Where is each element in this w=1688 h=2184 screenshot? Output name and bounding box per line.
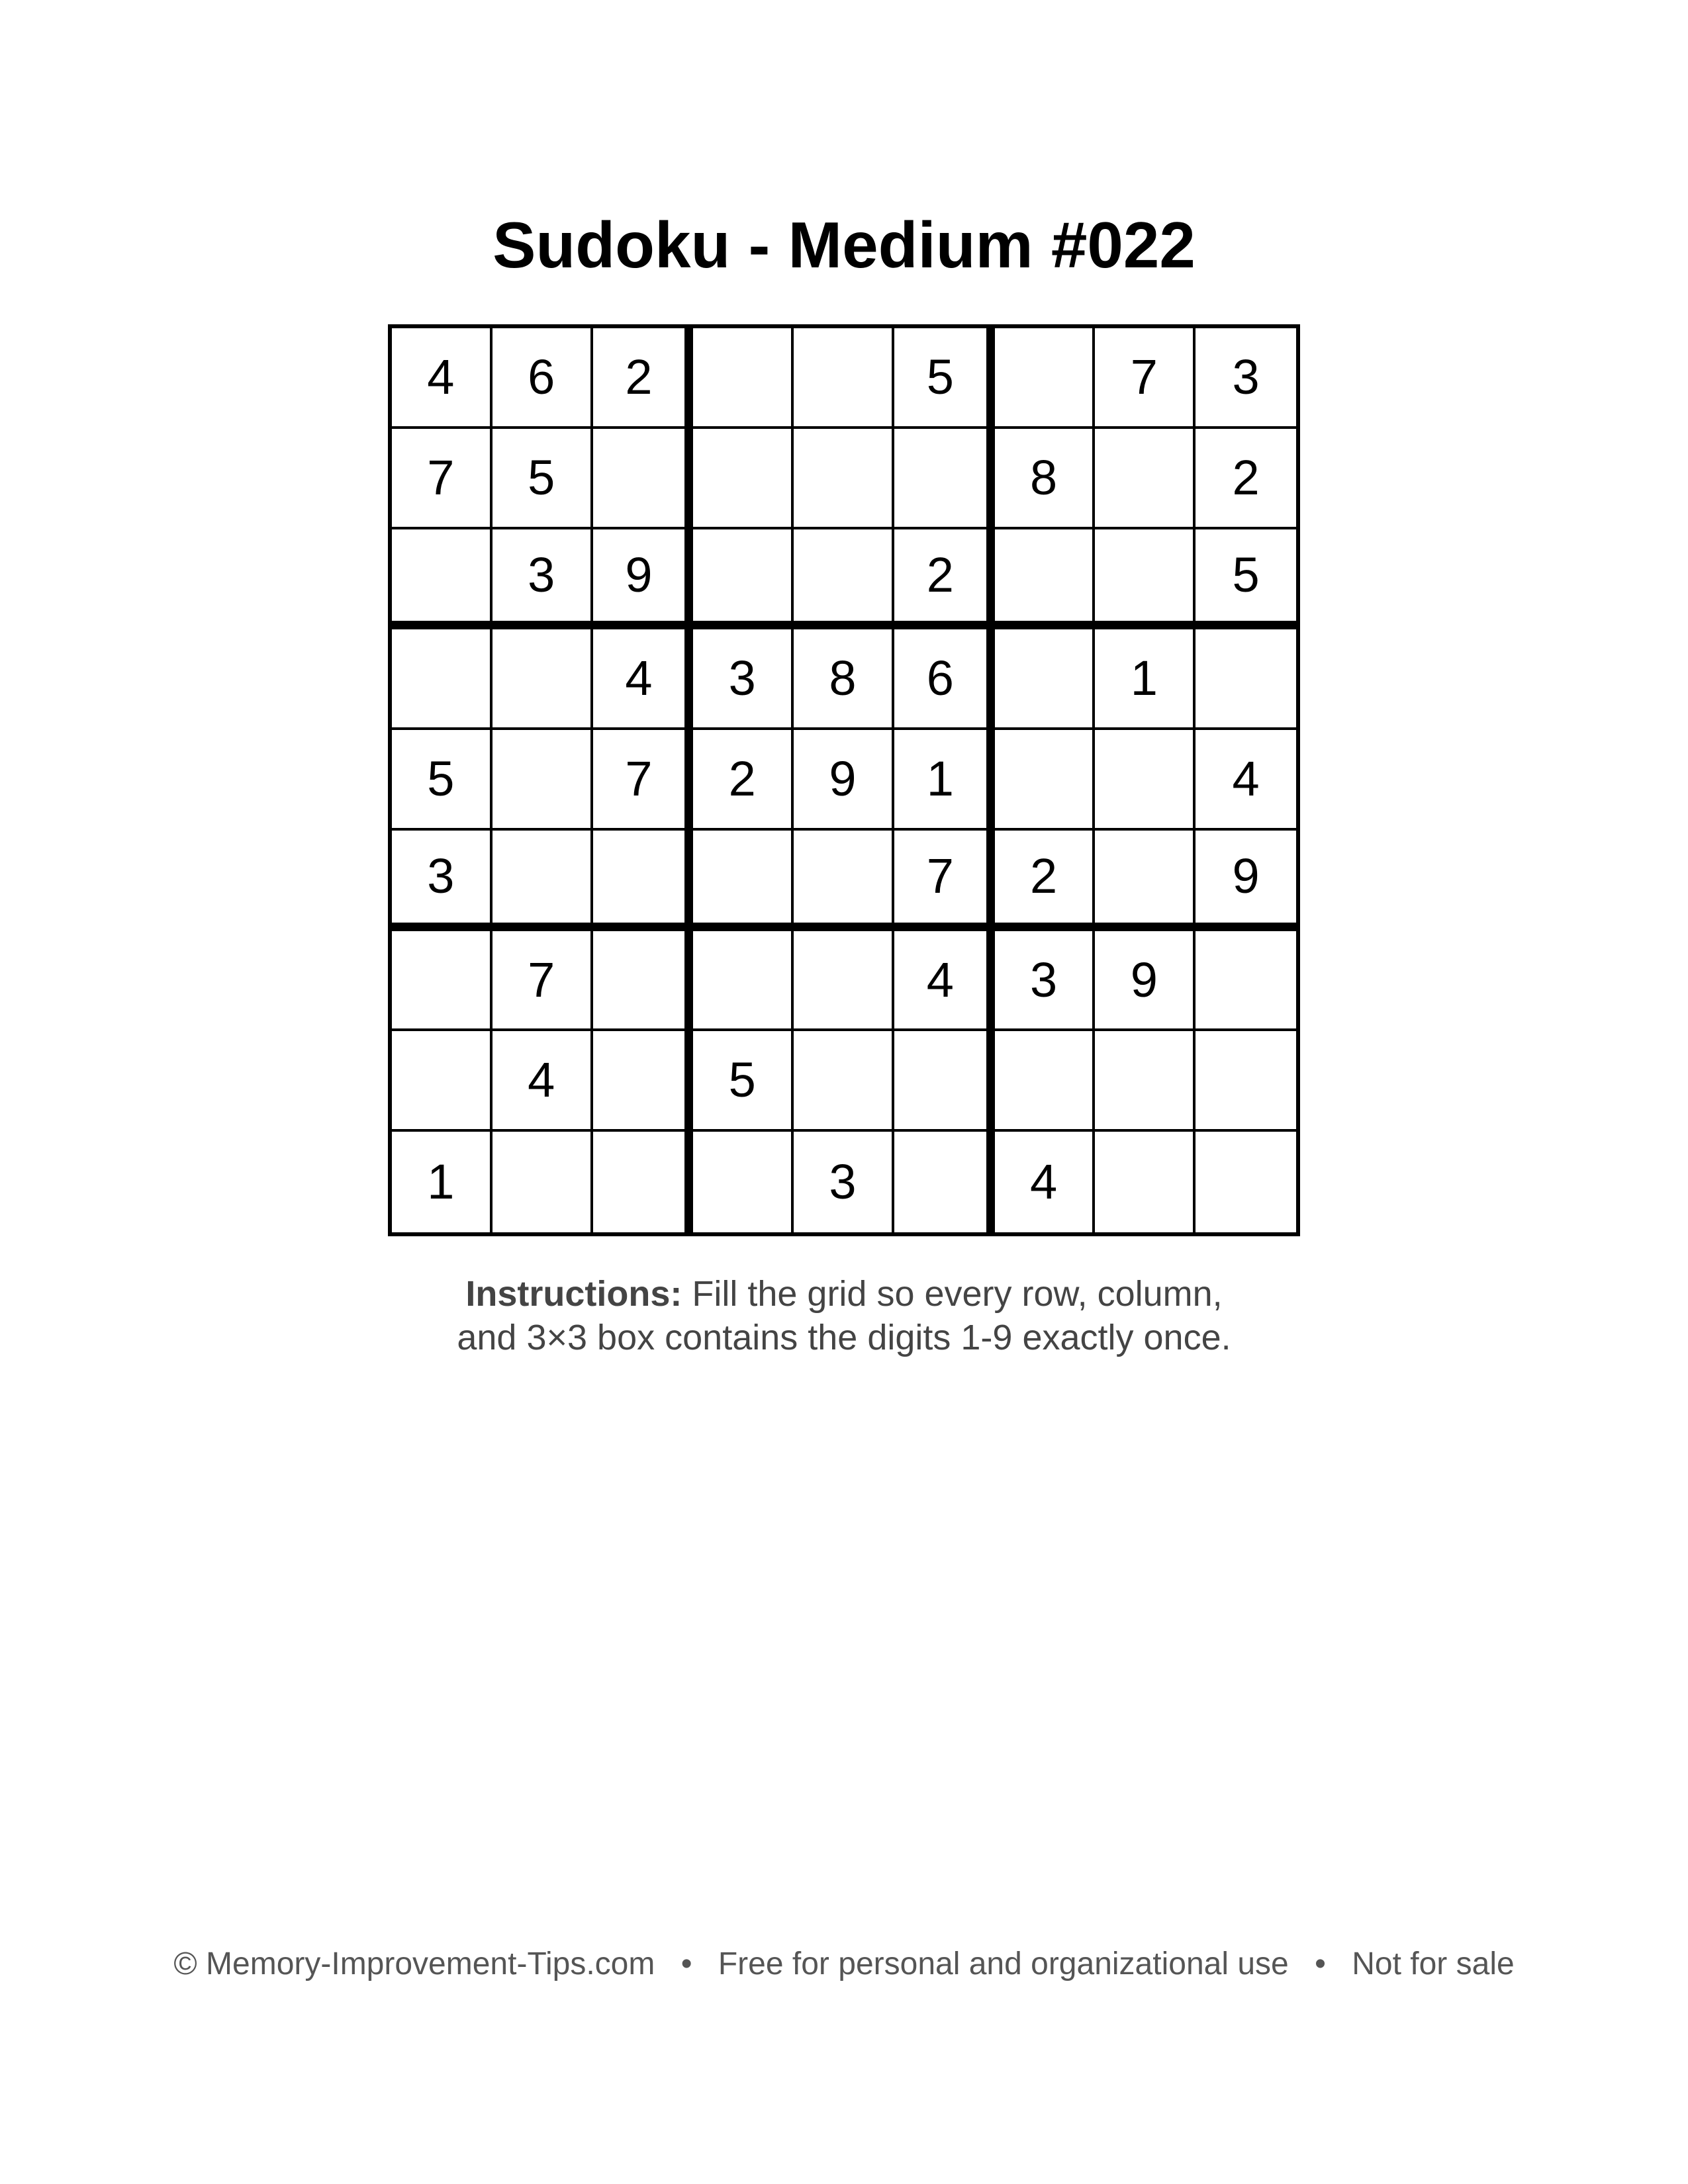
- grid-cell-r7-c8[interactable]: 9: [1095, 931, 1196, 1032]
- instructions-text-1: Fill the grid so every row, column,: [692, 1274, 1223, 1314]
- grid-cell-r6-c4[interactable]: [693, 831, 794, 931]
- grid-cell-r4-c3[interactable]: 4: [593, 629, 694, 730]
- instructions-line-1: [0, 1272, 1688, 1316]
- grid-cell-r2-c8[interactable]: [1095, 429, 1196, 529]
- grid-cell-r1-c3[interactable]: 2: [593, 328, 694, 429]
- grid-cell-r5-c2[interactable]: [492, 730, 593, 831]
- grid-cell-r7-c4[interactable]: [693, 931, 794, 1032]
- grid-cell-r9-c1[interactable]: 1: [392, 1132, 492, 1232]
- grid-cell-r2-c3[interactable]: [593, 429, 694, 529]
- grid-cell-r6-c9[interactable]: 9: [1196, 831, 1296, 931]
- grid-cell-r3-c9[interactable]: 5: [1196, 529, 1296, 630]
- grid-cell-r4-c2[interactable]: [492, 629, 593, 730]
- grid-cell-r2-c9[interactable]: 2: [1196, 429, 1296, 529]
- grid-cell-r5-c9[interactable]: 4: [1196, 730, 1296, 831]
- grid-cell-r1-c6[interactable]: 5: [894, 328, 995, 429]
- footer-separator-1: •: [680, 1946, 692, 1981]
- grid-cell-r4-c6[interactable]: 6: [894, 629, 995, 730]
- grid-cell-r6-c7[interactable]: 2: [995, 831, 1096, 931]
- grid-cell-r5-c5[interactable]: 9: [794, 730, 894, 831]
- grid-cell-r8-c2[interactable]: 4: [492, 1031, 593, 1132]
- grid-cell-r4-c5[interactable]: 8: [794, 629, 894, 730]
- grid-cell-r3-c4[interactable]: [693, 529, 794, 630]
- grid-cell-r2-c4[interactable]: [693, 429, 794, 529]
- grid-cell-r5-c7[interactable]: [995, 730, 1096, 831]
- grid-cell-r7-c7[interactable]: 3: [995, 931, 1096, 1032]
- footer-copyright: © Memory-Improvement-Tips.com: [173, 1946, 655, 1981]
- footer-separator-2: •: [1315, 1946, 1326, 1981]
- grid-cell-r6-c5[interactable]: [794, 831, 894, 931]
- footer-usage: Free for personal and organizational use: [718, 1946, 1289, 1981]
- grid-cell-r4-c4[interactable]: 3: [693, 629, 794, 730]
- grid-cell-r5-c3[interactable]: 7: [593, 730, 694, 831]
- grid-cell-r4-c8[interactable]: 1: [1095, 629, 1196, 730]
- footer-sale: Not for sale: [1352, 1946, 1515, 1981]
- grid-cell-r8-c4[interactable]: 5: [693, 1031, 794, 1132]
- grid-cell-r2-c7[interactable]: 8: [995, 429, 1096, 529]
- grid-cell-r8-c8[interactable]: [1095, 1031, 1196, 1132]
- instructions-label: Instructions:: [465, 1274, 682, 1314]
- page-title: Sudoku - Medium #022: [492, 208, 1196, 281]
- grid-cell-r7-c5[interactable]: [794, 931, 894, 1032]
- grid-cell-r4-c7[interactable]: [995, 629, 1096, 730]
- grid-cell-r9-c3[interactable]: [593, 1132, 694, 1232]
- grid-cell-r4-c1[interactable]: [392, 629, 492, 730]
- grid-cell-r6-c3[interactable]: [593, 831, 694, 931]
- grid-cell-r5-c4[interactable]: 2: [693, 730, 794, 831]
- grid-cell-r8-c5[interactable]: [794, 1031, 894, 1132]
- grid-cell-r9-c5[interactable]: 3: [794, 1132, 894, 1232]
- grid-cell-r6-c8[interactable]: [1095, 831, 1196, 931]
- grid-cell-r3-c6[interactable]: 2: [894, 529, 995, 630]
- grid-cell-r1-c5[interactable]: [794, 328, 894, 429]
- grid-cell-r8-c3[interactable]: [593, 1031, 694, 1132]
- grid-cell-r3-c2[interactable]: 3: [492, 529, 593, 630]
- grid-cell-r9-c6[interactable]: [894, 1132, 995, 1232]
- grid-cell-r9-c4[interactable]: [693, 1132, 794, 1232]
- sudoku-grid: [388, 324, 1300, 1236]
- grid-cell-r7-c6[interactable]: 4: [894, 931, 995, 1032]
- grid-cell-r7-c9[interactable]: [1196, 931, 1296, 1032]
- grid-cell-r7-c2[interactable]: 7: [492, 931, 593, 1032]
- grid-cell-r9-c9[interactable]: [1196, 1132, 1296, 1232]
- grid-cell-r1-c7[interactable]: [995, 328, 1096, 429]
- grid-cell-r7-c1[interactable]: [392, 931, 492, 1032]
- grid-cell-r3-c8[interactable]: [1095, 529, 1196, 630]
- grid-cell-r1-c4[interactable]: [693, 328, 794, 429]
- grid-cell-r9-c7[interactable]: 4: [995, 1132, 1096, 1232]
- grid-cell-r6-c2[interactable]: [492, 831, 593, 931]
- grid-cell-r1-c1[interactable]: 4: [392, 328, 492, 429]
- grid-cell-r2-c1[interactable]: 7: [392, 429, 492, 529]
- grid-cell-r3-c3[interactable]: 9: [593, 529, 694, 630]
- grid-cell-r1-c2[interactable]: 6: [492, 328, 593, 429]
- grid-cell-r7-c3[interactable]: [593, 931, 694, 1032]
- grid-cell-r1-c9[interactable]: 3: [1196, 328, 1296, 429]
- grid-cell-r3-c7[interactable]: [995, 529, 1096, 630]
- grid-cell-r2-c5[interactable]: [794, 429, 894, 529]
- instructions-line-2: and 3×3 box contains the digits 1-9 exactly once.: [457, 1318, 1231, 1357]
- grid-cell-r5-c6[interactable]: 1: [894, 730, 995, 831]
- grid-cell-r1-c8[interactable]: 7: [1095, 328, 1196, 429]
- grid-cell-r2-c6[interactable]: [894, 429, 995, 529]
- grid-cell-r5-c8[interactable]: [1095, 730, 1196, 831]
- instructions: [0, 1272, 1688, 1359]
- grid-cell-r9-c8[interactable]: [1095, 1132, 1196, 1232]
- grid-cell-r3-c1[interactable]: [392, 529, 492, 630]
- grid-cell-r8-c6[interactable]: [894, 1031, 995, 1132]
- grid-cell-r6-c6[interactable]: 7: [894, 831, 995, 931]
- grid-cell-r3-c5[interactable]: [794, 529, 894, 630]
- grid-cell-r8-c1[interactable]: [392, 1031, 492, 1132]
- grid-cell-r8-c7[interactable]: [995, 1031, 1096, 1132]
- grid-cell-r2-c2[interactable]: 5: [492, 429, 593, 529]
- grid-cell-r8-c9[interactable]: [1196, 1031, 1296, 1132]
- grid-cell-r5-c1[interactable]: 5: [392, 730, 492, 831]
- grid-cell-r4-c9[interactable]: [1196, 629, 1296, 730]
- grid-cell-r6-c1[interactable]: 3: [392, 831, 492, 931]
- grid-cell-r9-c2[interactable]: [492, 1132, 593, 1232]
- footer: [0, 1944, 1688, 1984]
